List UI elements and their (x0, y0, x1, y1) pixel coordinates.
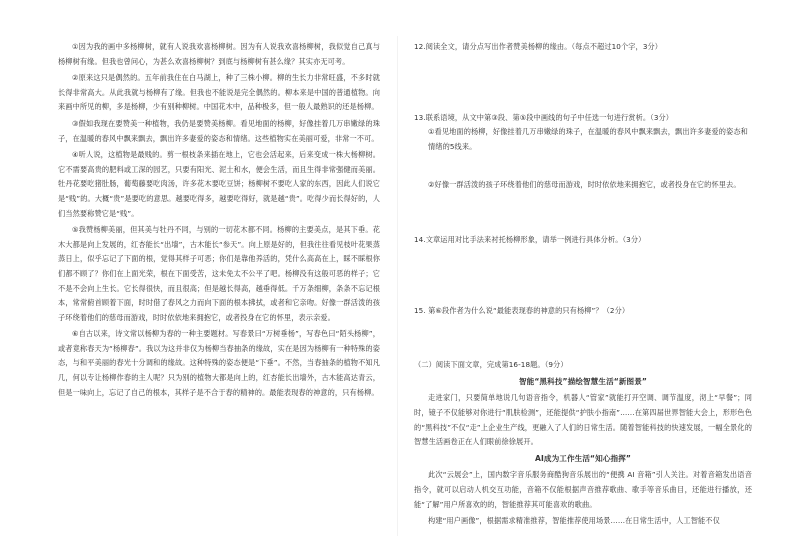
paragraph-1: ①因为我的画中多杨柳树，就有人说我欢喜杨柳树。因为有人说我欢喜杨柳树，我似觉自己真与杨柳树有缘。但我也曾问心，为甚么欢喜杨柳树？到底与杨柳树有甚么缘？其实亦无可考。 (58, 42, 380, 66)
paragraph-4: ④听人说，这植物是最贱的。剪一根枝条来插在地上，它也会活起来，后来变成一株大杨柳树。它不需要高贵的肥料或工深的园艺，只要有阳光、泥土和水，便会生活，而且生得非常强健而美丽。牡丹花要吃猪肚肠，葡萄藤要吃肉汤，许多花木要吃豆饼；杨柳树不要吃人家的东西，因此人们说它是“贱”的。大概“贵”是要吃的意思。越要吃得多，越要吃得好，就是越“贵”。吃得少而长得好的，人们当然要称赞它是“贱”。 (58, 150, 380, 218)
question-14: 14.文章运用对比手法来衬托杨柳形象，请举一例进行具体分析。（3分） (414, 234, 646, 244)
answer-space-13b (414, 193, 752, 233)
article-paragraph-2: 此次“云展会”上，国内数字音乐服务商酷狗音乐展出的“便携 AI 音箱”引人关注。对着音箱发出语音指令，就可以启动人机交互功能，音箱不仅能根据声音推荐歌曲、歌手等音乐曲目，还能进行播放，还能“了解”用户所喜欢的的，智能推荐其可能喜欢的歌曲。 (414, 470, 752, 509)
column-divider (397, 36, 398, 536)
paragraph-5: ⑤我赞杨柳美丽，但其美与牡丹不同，与别的一切花木都不同。杨柳的主要美点，是其下垂。花木大都是向上发展的，红杏能长“出墙”，古木能长“参天”。向上原是好的，但我往往看见枝叶花果蒸蒸日上，似乎忘记了下面的根，觉得其样子可恶；你们是靠他养活的，凭什么高高在上，睬不睬根你们都不顾了？你们在上面光荣，根在下面受苦，这未免太不公平了吧。杨柳没有这般可恶的样子；它不是不会向上生长。它长得很快，而且很高；但是越长得高，越垂得低。千万条细柳，条条不忘记根本，常常俯首顾着下面，时时借了春风之力而向下面的根本拂拭，或者和它亲吻。好像一群活泼的孩子环绕着他们的慈母而游戏，时时依依地来拥抱它，或者投身在它的怀里，表示亲爱。 (58, 225, 380, 322)
answer-space-14 (414, 248, 752, 304)
paragraph-3: ③假如我现在要赞美一种植物，我仍是要赞美杨柳。看见地面的杨柳，好像挂着几万串嫩绿的珠子，在温暖的春风中飘来飘去，飘出许多妻爱的姿态和情绪。这些植物实在美丽可爱，非常一不可。 (58, 118, 380, 143)
answer-space-12 (414, 55, 752, 111)
paragraph-2: ②原来这只是偶然的。五年前我住在白马湖上，种了三株小柳。柳的生长力非常旺盛，不多时就长得非常高大。从此我就与杨柳有了缘。但我也不能说是完全偶然的。柳本来是中国的普通植物。向来画中所见的柳，多是杨柳，少有别种柳树。中国花木中，品种极多，但一般人最熟识的还是杨柳。 (58, 73, 380, 112)
answer-space-13a (414, 154, 752, 178)
article-paragraph-3: 构建“用户画像”，根据需求精准推荐，智能推荐使用场景……在日常生活中，人工智能不仅 (428, 516, 720, 526)
article-title: 智能“黑科技”描绘智慧生活“新图景” (518, 376, 648, 386)
article-paragraph-1: 走进家门，只要简单地说几句语音指令，机器人“管家”就能打开空调、调节温度，沏上“早餐”；同时，镜子不仅能够对你进行“肌肤检测”，还能提供“护肤小指南”……在第四届世界智能大会上，形形色色的“黑科技”不仅“走”上企业生产线，更融入了人们的日常生活。随着智能科技的快速发展，一幅全景化的智慧生活画卷正在人们眼前徐徐展开。 (414, 393, 752, 447)
question-13-option-a: ①看见地面的杨柳，好像挂着几万串嫩绿的珠子，在温暖的春风中飘来飘去，飘出许多妻爱的姿态和情绪的5线来。 (428, 127, 748, 151)
question-13: 13.联系语境，从文中第③段、第⑤段中画线的句子中任选一句进行赏析。（3分） (414, 112, 674, 122)
right-column (414, 40, 752, 531)
answer-space-15 (414, 318, 752, 358)
article-subtitle: AI成为工作生活“知心指挥” (534, 453, 632, 463)
paragraph-6: ⑥自古以来，诗文常以杨柳为春的一种主要题材。写春景曰“万树垂杨”，写春色曰“陌头杨柳”，或者竟称春天为“杨柳春”。我以为这并非仅为杨柳当春抽条的缘故，实在是因为杨柳有一种特殊的姿态，与和平美丽的春光十分调和的缘故。这种特殊的姿态便是“下垂”。不然，当春抽条的植物不知凡几，何以专让杨柳作春的主人呢？只为别的植物大都是向上的，红杏能长出墙外，古木能高达青云，但是一味向上，忘记了自己的根本，其样子是不合于春的精神的。最能表现春的神意的，只有杨柳。 (58, 329, 380, 397)
question-15: 15. 第⑥段作者为什么说“最能表现春的神意的只有杨柳”？（2分） (414, 305, 630, 315)
section-2-heading: （二）阅读下面文章，完成第16-18题。（9分） (414, 360, 568, 370)
question-12: 12.阅读全文，请分点写出作者赞美杨柳的缘由。（每点不超过10个字，3分） (414, 42, 663, 51)
question-13-option-b: ②好像一群活泼的孩子环绕着他们的慈母而游戏，时时依依地来拥抱它，或者投身在它的怀里去。 (428, 180, 741, 190)
left-column (58, 40, 380, 402)
